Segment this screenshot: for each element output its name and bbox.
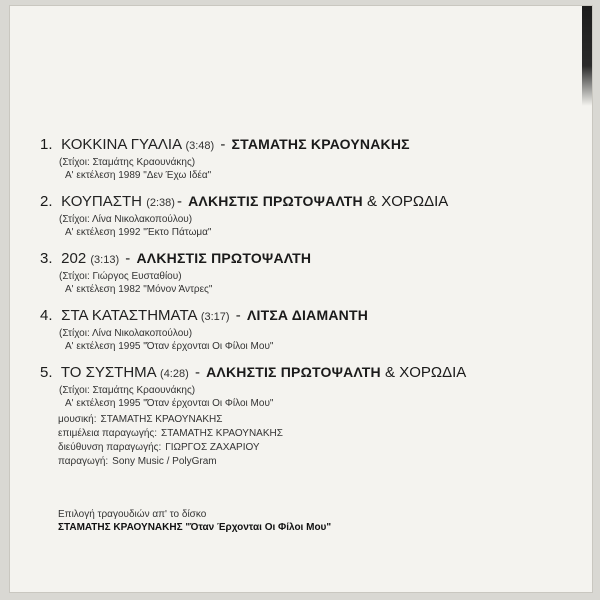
track-title: ΚΟΚΚΙΝΑ ΓΥΑΛΙΑ [61,136,182,153]
track-artist: ΑΛΚΗΣΤΙΣ ΠΡΩΤΟΨΑΛΤΗ [206,364,381,380]
footer-album-title: ΣΤΑΜΑΤΗΣ ΚΡΑΟΥΝΑΚΗΣ "Όταν Έρχονται Οι Φίλοι Μου" [58,522,332,533]
track-item [40,249,560,296]
track-dash: - [176,193,182,210]
track-first-performance: Α' εκτέλεση 1982 "Μόνον Άντρες" [65,284,213,295]
track-number: 2. [40,193,53,210]
track-dash: - [125,250,131,267]
track-item [40,306,560,353]
credit-value: ΣΤΑΜΑΤΗΣ ΚΡΑΟΥΝΑΚΗΣ [161,428,283,439]
credit-value: ΣΤΑΜΑΤΗΣ ΚΡΑΟΥΝΑΚΗΣ [100,414,223,425]
track-duration: (4:28) [160,368,189,380]
credits-block [58,413,287,469]
track-number: 3. [40,250,53,267]
track-title: ΣΤΑ ΚΑΤΑΣΤΗΜΑΤΑ [61,307,197,324]
track-duration: (3:48) [185,140,215,152]
credit-label: παραγωγή: [58,456,109,467]
track-lyrics: (Στίχοι: Σταμάτης Κραουνάκης) [59,157,196,168]
credit-row [58,413,287,427]
track-artist: ΑΛΚΗΣΤΙΣ ΠΡΩΤΟΨΑΛΤΗ [136,250,312,266]
album-footer [58,508,331,534]
scan-edge-shadow [582,6,592,106]
track-artist: ΛΙΤΣΑ ΔΙΑΜΑΝΤΗ [246,307,369,323]
credit-value: Sony Music / PolyGram [112,456,217,467]
track-artist-suffix: & ΧΟΡΩΔΙΑ [385,364,467,381]
credit-row [58,427,287,441]
track-title: ΤΟ ΣΥΣΤΗΜΑ [60,364,156,381]
track-first-performance: Α' εκτέλεση 1989 "Δεν Έχω Ιδέα" [65,170,212,181]
track-number: 5. [40,364,53,381]
credit-label: επιμέλεια παραγωγής: [58,428,158,439]
track-duration: (3:13) [90,254,120,266]
track-title: 202 [61,250,87,267]
track-item [40,192,560,239]
track-number: 1. [40,136,53,153]
track-title: ΚΟΥΠΑΣΤΗ [61,193,143,210]
credit-label: μουσική: [58,414,97,425]
track-artist: ΣΤΑΜΑΤΗΣ ΚΡΑΟΥΝΑΚΗΣ [231,136,410,152]
track-number: 4. [40,307,53,324]
tracklist [40,135,560,420]
track-artist-suffix: & ΧΟΡΩΔΙΑ [367,193,449,210]
track-lyrics: (Στίχοι: Γιώργος Ευσταθίου) [59,271,182,282]
footer-selection-note: Επιλογή τραγουδιών απ' το δίσκο [58,509,207,520]
track-first-performance: Α' εκτέλεση 1995 "Όταν έρχονται Οι Φίλοι Μου" [65,398,274,409]
track-item [40,135,560,182]
track-duration: (2:38) [146,197,175,209]
track-artist: ΑΛΚΗΣΤΙΣ ΠΡΩΤΟΨΑΛΤΗ [188,193,363,209]
track-first-performance: Α' εκτέλεση 1992 "Έκτο Πάτωμα" [65,227,212,238]
track-first-performance: Α' εκτέλεση 1995 "Όταν έρχονται Οι Φίλοι Μου" [65,341,274,352]
track-duration: (3:17) [200,311,230,323]
track-dash: - [194,364,200,381]
track-lyrics: (Στίχοι: Λίνα Νικολακοπούλου) [59,328,193,339]
credit-label: διεύθυνση παραγωγής: [58,442,162,453]
track-item [40,363,560,410]
credit-row [58,441,287,455]
track-dash: - [235,307,241,324]
track-dash: - [220,136,226,153]
track-lyrics: (Στίχοι: Σταμάτης Κραουνάκης) [59,385,196,396]
credit-value: ΓΙΩΡΓΟΣ ΖΑΧΑΡΙΟΥ [165,442,260,453]
credit-row [58,455,287,469]
track-lyrics: (Στίχοι: Λίνα Νικολακοπούλου) [59,214,193,225]
